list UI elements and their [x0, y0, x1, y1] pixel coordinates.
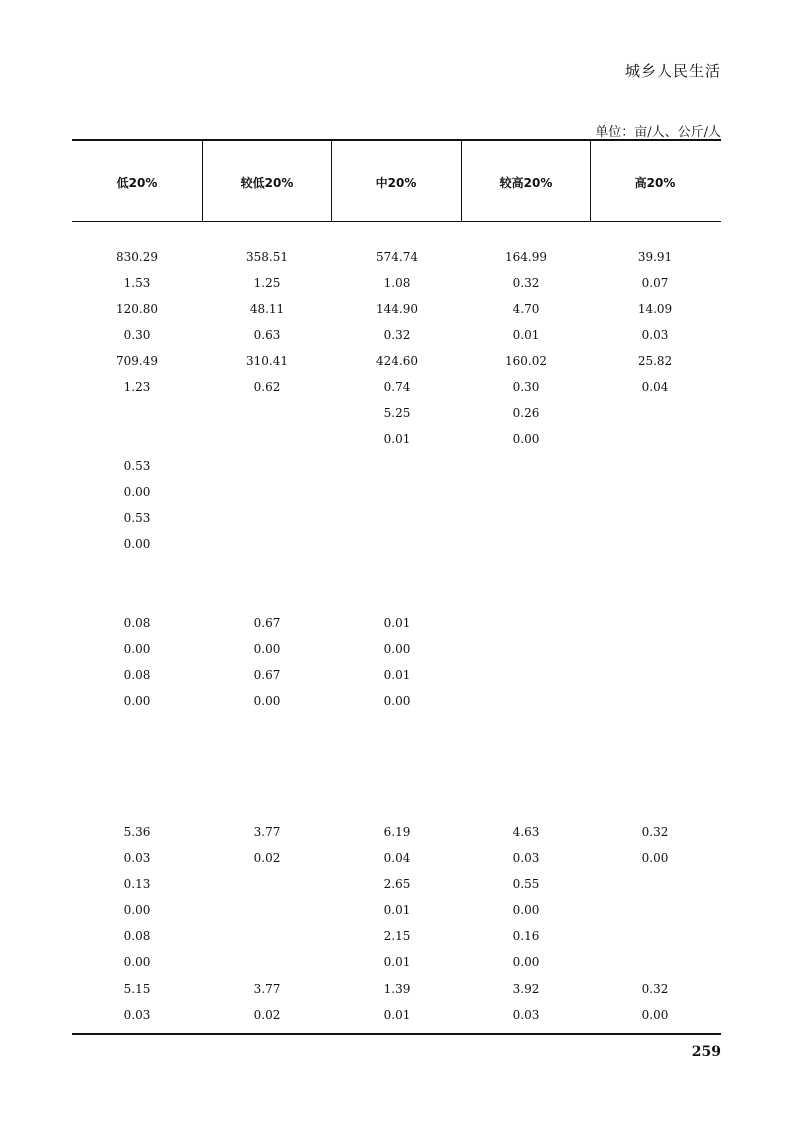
table-cell: 0.00 — [512, 903, 540, 917]
table-cell: 0.32 — [641, 982, 669, 996]
table-cell: 424.60 — [376, 354, 418, 368]
table-cell: 0.03 — [123, 1008, 151, 1022]
table-cell: 0.04 — [383, 851, 411, 865]
table-cell: 0.32 — [512, 276, 540, 290]
table-cell: 0.00 — [123, 903, 151, 917]
table-cell: 574.74 — [376, 250, 418, 264]
table-cell: 14.09 — [637, 302, 673, 316]
table-cell: 0.00 — [123, 642, 151, 656]
table-cell: 0.03 — [123, 851, 151, 865]
table-cell: 0.26 — [512, 406, 540, 420]
table-cell: 0.01 — [383, 668, 411, 682]
table-cell: 0.01 — [383, 903, 411, 917]
header-rule — [72, 221, 721, 222]
table-cell: 0.00 — [641, 851, 669, 865]
table-cell: 0.32 — [641, 825, 669, 839]
table-cell: 0.01 — [383, 616, 411, 630]
table-cell: 0.16 — [512, 929, 540, 943]
top-rule — [72, 139, 721, 141]
table-cell: 0.53 — [123, 459, 151, 473]
table-cell: 1.08 — [383, 276, 411, 290]
column-header-high: 高20% — [634, 176, 676, 190]
table-cell: 0.03 — [641, 328, 669, 342]
table-cell: 0.13 — [123, 877, 151, 891]
table-cell: 5.15 — [123, 982, 151, 996]
table-cell: 3.92 — [512, 982, 540, 996]
table-cell: 0.01 — [383, 432, 411, 446]
table-cell: 48.11 — [249, 302, 285, 316]
table-cell: 0.08 — [123, 668, 151, 682]
table-cell: 0.04 — [641, 380, 669, 394]
table-cell: 0.62 — [253, 380, 281, 394]
table-cell: 164.99 — [505, 250, 547, 264]
table-cell: 0.63 — [253, 328, 281, 342]
table-cell: 0.08 — [123, 616, 151, 630]
table-cell: 0.00 — [383, 642, 411, 656]
table-cell: 5.25 — [383, 406, 411, 420]
table-cell: 0.67 — [253, 668, 281, 682]
table-cell: 4.70 — [512, 302, 540, 316]
table-cell: 25.82 — [637, 354, 673, 368]
table-cell: 4.63 — [512, 825, 540, 839]
column-header-higher: 较高20% — [499, 176, 553, 190]
table-cell: 0.01 — [383, 1008, 411, 1022]
table-cell: 0.67 — [253, 616, 281, 630]
table-cell: 0.00 — [512, 432, 540, 446]
table-cell: 0.53 — [123, 511, 151, 525]
table-cell: 0.74 — [383, 380, 411, 394]
table-cell: 0.00 — [253, 694, 281, 708]
table-cell: 2.15 — [383, 929, 411, 943]
table-cell: 0.02 — [253, 1008, 281, 1022]
table-cell: 0.00 — [123, 537, 151, 551]
table-cell: 2.65 — [383, 877, 411, 891]
bottom-rule — [72, 1033, 721, 1035]
table-cell: 0.32 — [383, 328, 411, 342]
table-cell: 310.41 — [246, 354, 288, 368]
table-cell: 1.23 — [123, 380, 151, 394]
table-cell: 0.03 — [512, 1008, 540, 1022]
column-header-low: 低20% — [116, 176, 158, 190]
table-cell: 0.07 — [641, 276, 669, 290]
table-cell: 358.51 — [246, 250, 288, 264]
table-cell: 830.29 — [116, 250, 158, 264]
table-cell: 0.03 — [512, 851, 540, 865]
table-cell: 0.01 — [512, 328, 540, 342]
table-cell: 0.00 — [512, 955, 540, 969]
column-header-middle: 中20% — [375, 176, 417, 190]
table-cell: 0.01 — [383, 955, 411, 969]
table-cell: 120.80 — [116, 302, 158, 316]
table-cell: 0.00 — [641, 1008, 669, 1022]
table-cell: 0.00 — [123, 694, 151, 708]
table-cell: 0.30 — [123, 328, 151, 342]
table-cell: 0.02 — [253, 851, 281, 865]
unit-label: 单位：亩/人、公斤/人 — [595, 125, 721, 140]
table-cell: 39.91 — [637, 250, 673, 264]
table-cell: 0.00 — [123, 955, 151, 969]
column-header-lower: 较低20% — [240, 176, 294, 190]
table-cell: 1.53 — [123, 276, 151, 290]
table-cell: 709.49 — [116, 354, 158, 368]
table-cell: 0.08 — [123, 929, 151, 943]
table-cell: 144.90 — [376, 302, 418, 316]
table-cell: 5.36 — [123, 825, 151, 839]
table-cell: 0.00 — [383, 694, 411, 708]
table-cell: 1.25 — [253, 276, 281, 290]
page-number: 259 — [691, 1044, 721, 1060]
table-cell: 0.00 — [253, 642, 281, 656]
table-cell: 0.55 — [512, 877, 540, 891]
table-cell: 160.02 — [505, 354, 547, 368]
table-cell: 0.00 — [123, 485, 151, 499]
table-cell: 0.30 — [512, 380, 540, 394]
table-cell: 3.77 — [253, 982, 281, 996]
table-cell: 1.39 — [383, 982, 411, 996]
table-cell: 6.19 — [383, 825, 411, 839]
table-cell: 3.77 — [253, 825, 281, 839]
running-head: 城乡人民生活 — [624, 62, 721, 80]
